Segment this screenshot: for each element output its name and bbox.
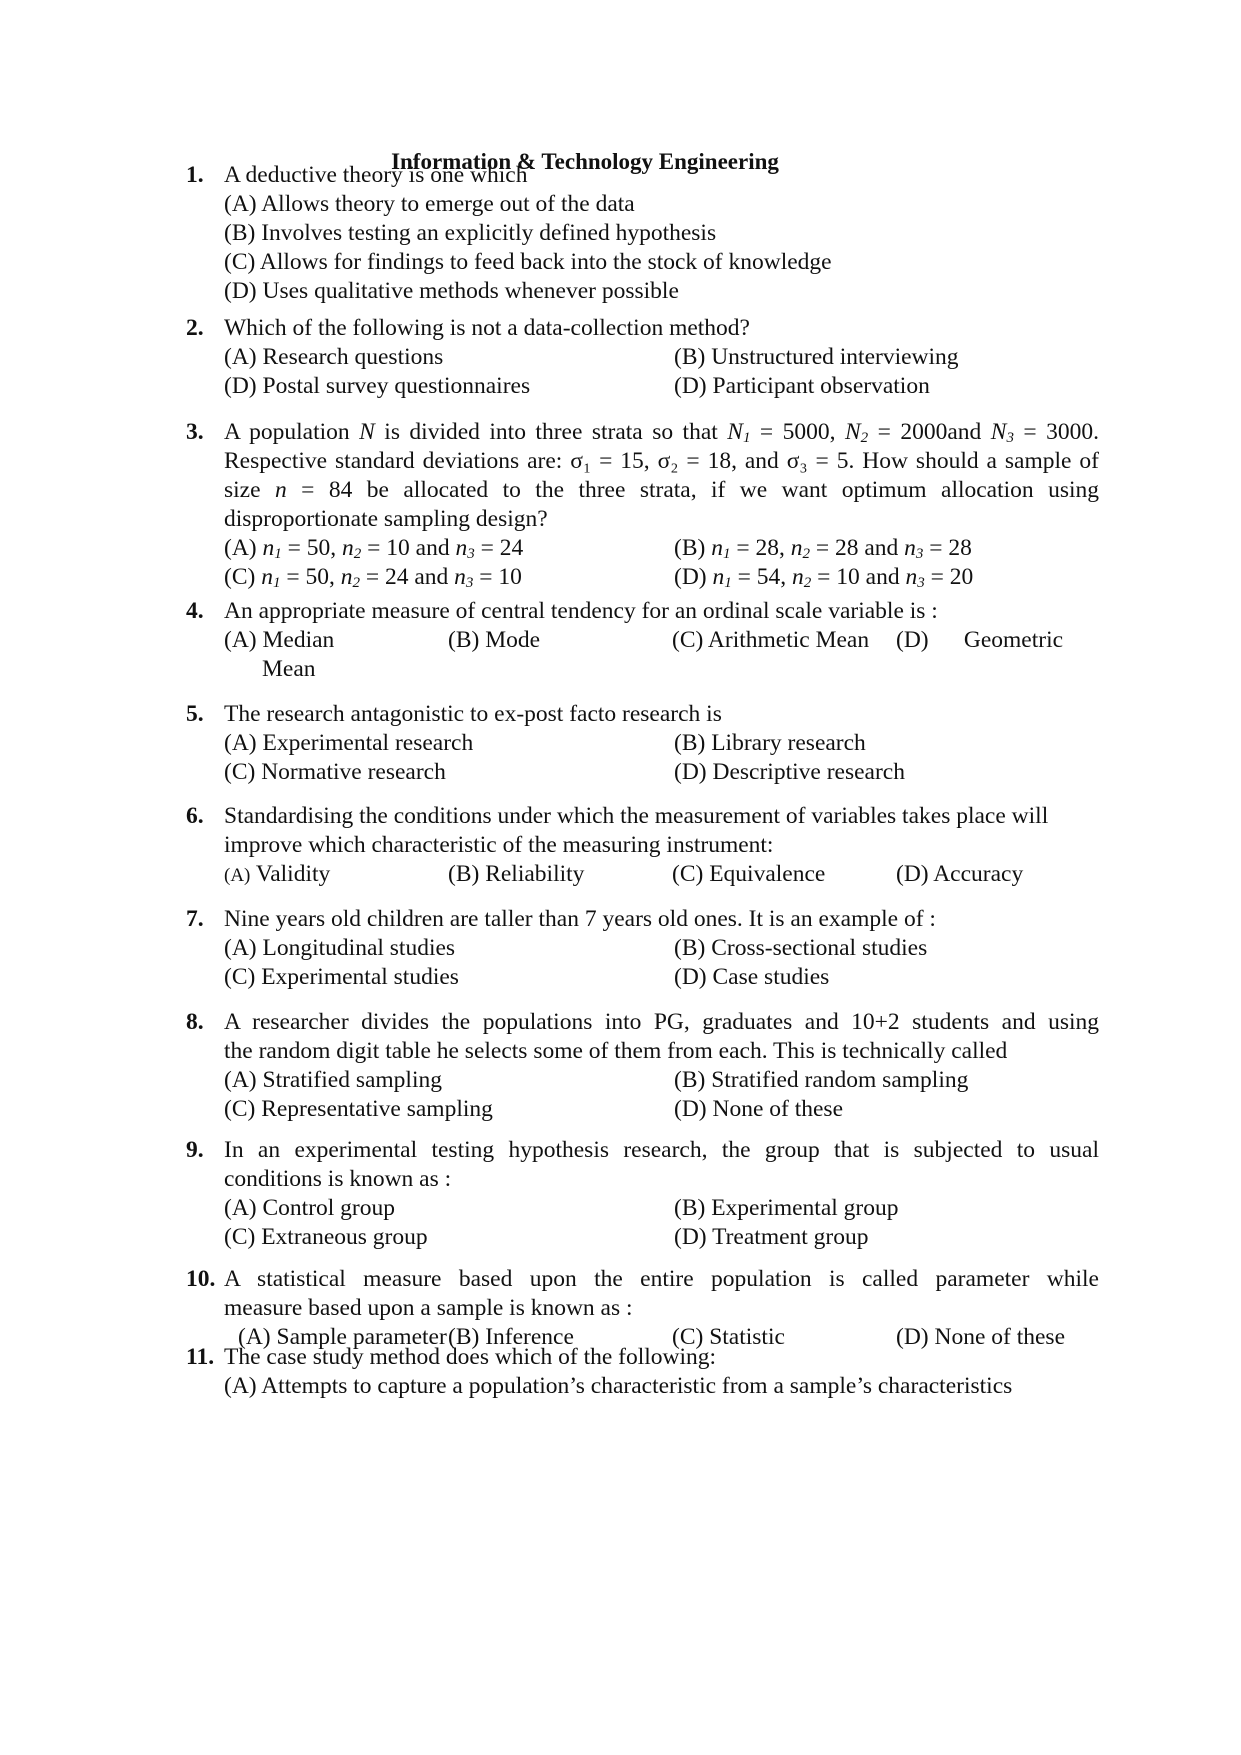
question-5 — [186, 700, 1099, 787]
option-a: (A) Attempts to capture a population’s characteristic from a sample’s characteristics — [224, 1373, 1013, 1399]
question-number: 11. — [186, 1344, 215, 1370]
question-2 — [186, 314, 1099, 401]
question-text-line-2: improve which characteristic of the measuring instrument: — [224, 832, 774, 858]
option-c: (C) Equivalence — [672, 861, 826, 887]
question-number: 5. — [186, 701, 204, 727]
option-b: (B) $n_1 = 28$, $n_2 = 28$ and $n_3 = 28$ — [674, 535, 972, 562]
question-text-line-4: disproportionate sampling design? — [224, 506, 548, 532]
question-text-line-1: In an experimental testing hypothesis research, the group that is subjected to usual — [224, 1137, 1099, 1163]
question-number: 4. — [186, 598, 204, 624]
option-b: (B) Unstructured interviewing — [674, 344, 959, 370]
question-text: An appropriate measure of central tendency for an ordinal scale variable is : — [224, 598, 938, 624]
question-text: Nine years old children are taller than 7 years old ones. It is an example of : — [224, 906, 936, 932]
option-c: (C) Experimental studies — [224, 964, 459, 990]
option-b: (B) Stratified random sampling — [674, 1067, 969, 1093]
question-text-line-3: size n = 84 be allocated to the three strata, if we want optimum allocation using — [224, 477, 1100, 503]
question-9 — [186, 1136, 1099, 1252]
question-text-line-1: Standardising the conditions under which the measurement of variables takes place will — [224, 803, 1049, 829]
question-text: The case study method does which of the following: — [224, 1344, 717, 1370]
question-6 — [186, 802, 1099, 890]
option-a: (A) Allows theory to emerge out of the data — [224, 191, 635, 217]
question-number: 3. — [186, 419, 204, 445]
option-d: (D) Participant observation — [674, 373, 930, 399]
question-number: 10. — [186, 1266, 216, 1292]
option-c: (C) Representative sampling — [224, 1096, 493, 1122]
option-d: (D) Treatment group — [674, 1224, 869, 1250]
option-d: (D) Uses qualitative methods whenever possible — [224, 278, 679, 304]
question-number: 9. — [186, 1137, 204, 1163]
option-d: (D) Descriptive research — [674, 759, 905, 785]
option-c: (C) Extraneous group — [224, 1224, 428, 1250]
question-text-line-2: Respective standard deviations are: σ₁ = 15, σ₂ = 18, and σ₃ = 5. How should a sample of — [224, 448, 1099, 474]
option-b: (B) Mode — [448, 627, 541, 653]
question-11 — [186, 1343, 1099, 1401]
option-c: (C) Allows for findings to feed back into the stock of knowledge — [224, 249, 832, 275]
question-text: A deductive theory is one which — [224, 162, 528, 188]
option-b: (B) Cross-sectional studies — [674, 935, 928, 961]
option-d-continued: Mean — [262, 656, 316, 682]
question-8 — [186, 1008, 1099, 1124]
question-text: The research antagonistic to ex-post facto research is — [224, 701, 722, 727]
option-a: (A) Experimental research — [224, 730, 474, 756]
option-a: (A) Research questions — [224, 344, 444, 370]
question-number: 7. — [186, 906, 204, 932]
option-d: (D) None of these — [896, 1324, 1066, 1350]
option-d: (D) Accuracy — [896, 861, 1024, 887]
option-a: (A) $n_1 = 50$, $n_2 = 10$ and $n_3 = 24$ — [224, 535, 524, 562]
option-c: (C) $n_1 = 50$, $n_2 = 24$ and $n_3 = 10$ — [224, 564, 522, 591]
option-a: (A) Validity — [224, 861, 331, 887]
option-a: (A) Control group — [224, 1195, 396, 1221]
question-text-line-2: measure based upon a sample is known as : — [224, 1295, 633, 1321]
question-number: 1. — [186, 162, 204, 188]
question-text: Which of the following is not a data-collection method? — [224, 315, 750, 341]
option-a: (A) Longitudinal studies — [224, 935, 456, 961]
question-text-line-1: A population N is divided into three strata so that $N_1 = 5000$, $N_2 = 2000and$ $N_3 = 3000$. — [224, 419, 1100, 446]
option-b: (B) Involves testing an explicitly defined hypothesis — [224, 220, 717, 246]
question-3 — [186, 418, 1099, 592]
question-number: 6. — [186, 803, 204, 829]
question-1 — [186, 161, 1099, 306]
option-d: (D) Case studies — [674, 964, 830, 990]
page-title: Information & Technology Engineering — [391, 149, 779, 174]
option-b: (B) Library research — [674, 730, 866, 756]
option-a: (A) Stratified sampling — [224, 1067, 442, 1093]
option-a: (A) Median — [224, 627, 335, 653]
option-c: (C) Normative research — [224, 759, 446, 785]
question-7 — [186, 905, 1099, 992]
option-a: (A) Sample parameter — [238, 1324, 447, 1350]
question-number: 2. — [186, 315, 204, 341]
option-d: (D) None of these — [674, 1096, 844, 1122]
question-10 — [186, 1265, 1099, 1352]
question-text-line-1: A researcher divides the populations into PG, graduates and 10+2 students and using — [224, 1009, 1099, 1035]
question-text-line-2: conditions is known as : — [224, 1166, 452, 1192]
option-c: (C) Arithmetic Mean — [672, 627, 870, 653]
option-d: (D) Geometric — [896, 627, 1064, 653]
question-4 — [186, 597, 1099, 684]
option-d: (D) $n_1 = 54$, $n_2 = 10$ and $n_3 = 20$ — [674, 564, 974, 591]
option-b: (B) Reliability — [448, 861, 585, 887]
question-number: 8. — [186, 1009, 204, 1035]
option-c: (D) Postal survey questionnaires — [224, 373, 531, 399]
option-b: (B) Inference — [448, 1324, 574, 1350]
question-text-line-2: the random digit table he selects some of them from each. This is technically called — [224, 1038, 1008, 1064]
option-c: (C) Statistic — [672, 1324, 785, 1350]
option-b: (B) Experimental group — [674, 1195, 899, 1221]
question-text-line-1: A statistical measure based upon the entire population is called parameter while — [224, 1266, 1099, 1292]
